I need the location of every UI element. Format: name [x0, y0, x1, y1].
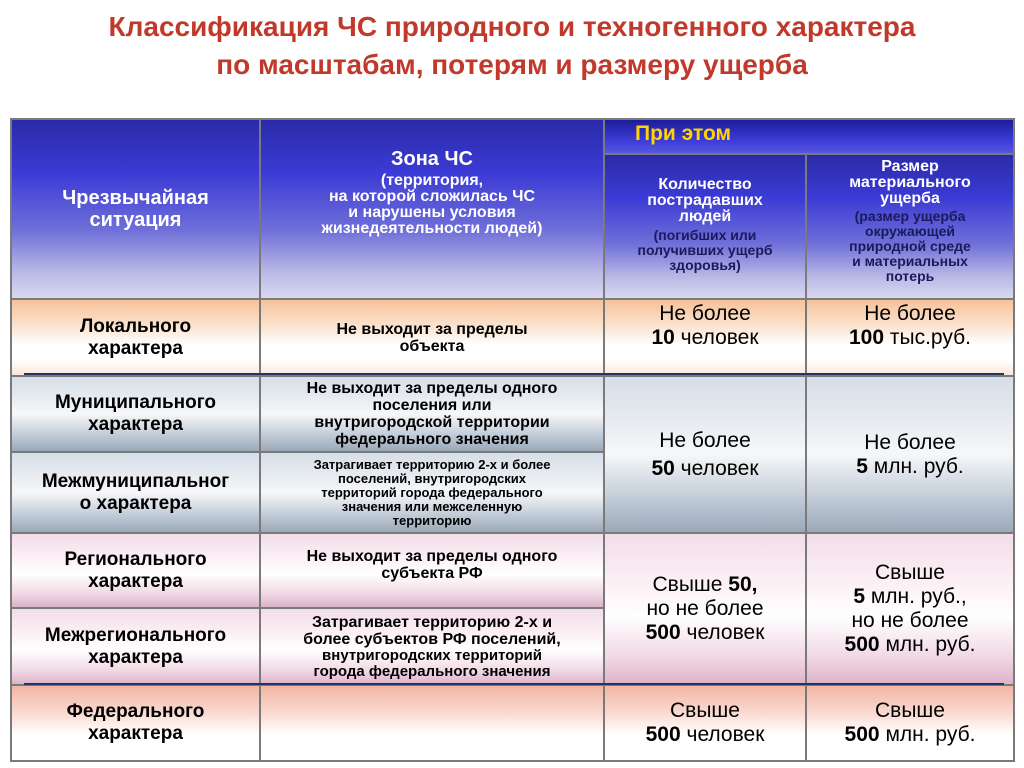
- row-local-zone-2: объекта: [399, 337, 465, 355]
- municipal-group-people-unit: человек: [680, 456, 759, 480]
- header-zone-sub-2: на которой сложилась ЧС: [328, 188, 536, 205]
- row-federal-zone: [261, 686, 603, 760]
- separator-line-1: [24, 373, 1004, 375]
- row-intermunicipal-name-2: о характера: [79, 492, 192, 514]
- regional-group-damage-num2: 500: [844, 633, 880, 656]
- row-federal-name-1: Федерального: [66, 701, 205, 722]
- header-people-sub-1: (погибших или: [653, 227, 757, 243]
- row-local-damage-unit: тыс.руб.: [889, 326, 971, 349]
- header-damage-sub-5: потерь: [885, 268, 935, 284]
- row-federal-people-num: 500: [645, 723, 681, 746]
- regional-group-people-num1: 50,: [728, 573, 758, 596]
- row-local-people-pre: Не более: [659, 302, 751, 325]
- row-local-name-2: характера: [88, 337, 183, 359]
- row-federal-damage-num: 500: [844, 723, 880, 746]
- row-municipal-zone: [261, 377, 603, 451]
- row-intermunicipal-zone: [261, 453, 603, 532]
- row-municipal-zone-3: внутригородской территории: [314, 414, 550, 431]
- row-regional-zone: [261, 534, 603, 607]
- row-interregional-zone-2: более субъектов РФ поселений,: [303, 630, 561, 648]
- row-interregional-name: [12, 609, 259, 684]
- row-local-damage-pre: Не более: [864, 302, 956, 325]
- municipal-group-damage-num: 5: [856, 454, 868, 478]
- header-pri-etom: [605, 120, 1013, 153]
- row-local-people-num: 10: [651, 326, 675, 349]
- row-local-zone: [261, 300, 603, 375]
- row-regional-zone-1: Не выходит за пределы одного: [306, 548, 558, 565]
- row-interregional-name-1: Межрегионального: [44, 624, 227, 646]
- row-federal-name-2: характера: [88, 723, 183, 744]
- row-local-people-unit: человек: [680, 326, 759, 349]
- row-interregional-zone-3: внутригородских территорий: [322, 646, 542, 664]
- header-situation-line-2: ситуация: [89, 209, 182, 231]
- row-interregional-zone: [261, 609, 603, 684]
- header-damage-sub-3: природной среде: [849, 238, 971, 254]
- row-intermunicipal-zone-1: Затрагивает территорию 2-х и более: [313, 456, 551, 472]
- row-federal-people: [605, 686, 805, 760]
- municipal-group-damage-unit: млн. руб.: [873, 454, 964, 478]
- row-intermunicipal-name: [12, 453, 259, 532]
- header-people-title-3: людей: [678, 208, 732, 225]
- header-damage-sub-4: и материальных: [852, 253, 968, 269]
- municipal-group-damage-pre: Не более: [864, 430, 956, 454]
- regional-group-people-num2: 500: [645, 621, 681, 644]
- row-federal-name: [12, 686, 259, 760]
- row-municipal-name-2: характера: [88, 414, 183, 435]
- row-local-damage-num: 100: [849, 326, 885, 349]
- regional-group-damage-unit2: млн. руб.: [885, 633, 976, 656]
- header-zone-title: Зона ЧС: [390, 148, 473, 170]
- row-regional-name: [12, 534, 259, 607]
- row-local-name: [12, 300, 259, 375]
- title-line-2: по масштабам, потерям и размеру ущерба: [216, 49, 808, 80]
- regional-group-people-line2: но не более: [646, 597, 764, 620]
- row-intermunicipal-zone-2: поселений, внутригородских: [338, 470, 526, 486]
- row-local-damage: [807, 300, 1013, 375]
- municipal-group-damage: [807, 377, 1013, 532]
- regional-group-damage-num1: 5: [853, 585, 865, 608]
- header-pri-etom-label: При этом: [635, 122, 732, 145]
- row-intermunicipal-zone-5: территорию: [392, 512, 472, 528]
- header-damage-sub-1: (размер ущерба: [854, 208, 966, 224]
- header-people-title-1: Количество: [658, 176, 752, 193]
- header-people: [605, 155, 805, 298]
- municipal-group-people-pre: Не более: [659, 428, 751, 452]
- regional-group-people: [605, 534, 805, 684]
- header-people-title-2: пострадавших: [647, 192, 763, 209]
- row-municipal-zone-1: Не выходит за пределы одного: [306, 380, 558, 397]
- page-title: [0, 8, 1024, 84]
- row-intermunicipal-zone-4: значения или межселенную: [341, 498, 523, 514]
- separator-line-2: [24, 683, 1004, 685]
- row-municipal-name: [12, 377, 259, 451]
- header-people-sub-2: получивших ущерб: [637, 242, 773, 258]
- classification-table: [10, 118, 1015, 762]
- regional-group-damage-line3: но не более: [851, 609, 969, 632]
- municipal-group-people-num: 50: [651, 456, 675, 480]
- header-situation-line-1: Чрезвычайная: [62, 187, 209, 209]
- row-interregional-name-2: характера: [88, 646, 183, 668]
- regional-group-damage-line1: Свыше: [875, 561, 945, 584]
- header-damage-title-3: ущерба: [880, 190, 940, 207]
- title-line-1: Классификация ЧС природного и техногенного характера: [108, 11, 916, 42]
- row-regional-zone-2: субъекта РФ: [381, 565, 483, 582]
- row-intermunicipal-zone-3: территорий города федерального: [321, 484, 543, 500]
- row-federal-damage: [807, 686, 1013, 760]
- row-municipal-zone-4: федерального значения: [335, 431, 529, 448]
- row-local-name-1: Локального: [79, 315, 192, 337]
- header-people-sub-3: здоровья): [669, 257, 741, 273]
- row-federal-damage-unit: млн. руб.: [885, 723, 976, 746]
- header-zone-sub-1: (территория,: [380, 172, 484, 189]
- header-damage-title-1: Размер: [881, 158, 939, 175]
- row-regional-name-1: Регионального: [64, 548, 207, 570]
- regional-group-people-unit: человек: [686, 621, 765, 644]
- row-regional-name-2: характера: [88, 570, 183, 592]
- header-zone-sub-4: жизнедеятельности людей): [321, 220, 543, 237]
- header-damage-sub-2: окружающей: [865, 223, 955, 239]
- header-damage: [807, 155, 1013, 298]
- row-intermunicipal-name-1: Межмуниципальног: [41, 470, 230, 492]
- row-federal-people-unit: человек: [686, 723, 765, 746]
- row-local-people: [605, 300, 805, 375]
- row-interregional-zone-1: Затрагивает территорию 2-х и: [311, 613, 553, 631]
- row-local-zone-1: Не выходит за пределы: [336, 320, 528, 338]
- header-zone: [261, 120, 603, 298]
- header-situation: [12, 120, 259, 298]
- row-municipal-zone-2: поселения или: [372, 397, 492, 414]
- header-damage-title-2: материального: [849, 174, 971, 191]
- regional-group-damage: [807, 534, 1013, 684]
- regional-group-people-pre: Свыше: [652, 573, 723, 596]
- row-municipal-name-1: Муниципального: [54, 392, 217, 413]
- header-zone-sub-3: и нарушены условия: [348, 204, 516, 221]
- row-interregional-zone-4: города федерального значения: [313, 662, 551, 680]
- row-federal-people-pre: Свыше: [670, 699, 740, 722]
- regional-group-damage-unit1: млн. руб.,: [870, 585, 967, 608]
- row-federal-damage-pre: Свыше: [875, 699, 945, 722]
- municipal-group-people: [605, 377, 805, 532]
